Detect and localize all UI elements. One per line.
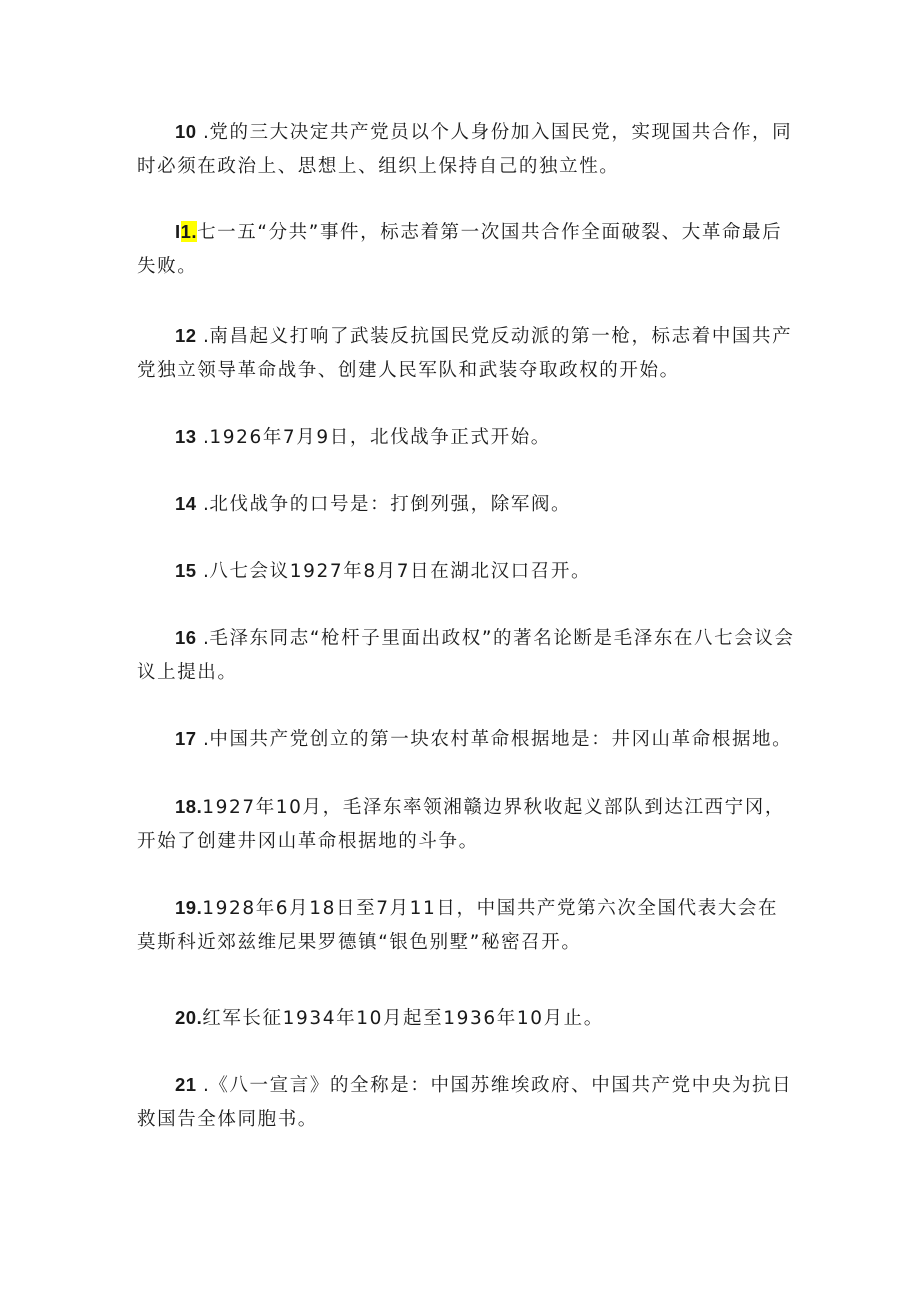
- list-item-20: [137, 1001, 797, 1036]
- item-text: 1927年10月，毛泽东率领湘赣边界秋收起义部队到达江西宁冈，开始了创建井冈山革命根据地的斗争。: [137, 797, 785, 852]
- list-item-17: [137, 722, 797, 757]
- list-item-19: [137, 891, 797, 960]
- item-separator: .: [196, 494, 210, 515]
- item-number-prefix: I: [175, 221, 181, 242]
- item-number: 14: [175, 493, 197, 514]
- list-item-21: [137, 1068, 797, 1137]
- list-item-12: [137, 319, 797, 388]
- item-separator: .: [196, 122, 210, 143]
- item-text: 八七会议1927年8月7日在湖北汉口召开。: [209, 561, 592, 582]
- item-text: 1928年6月18日至7月11日，中国共产党第六次全国代表大会在莫斯科近郊兹维尼果罗德镇“银色别墅”秘密召开。: [137, 898, 779, 953]
- list-item-14: [137, 487, 797, 522]
- list-item-10: [137, 115, 797, 184]
- item-number: 10: [175, 121, 197, 142]
- item-text: 七一五“分共”事件，标志着第一次国共合作全面破裂、大革命最后失败。: [137, 222, 783, 277]
- list-item-15: [137, 554, 797, 589]
- item-text: 党的三大决定共产党员以个人身份加入国民党，实现国共合作，同时必须在政治上、思想上、组织上保持自己的独立性。: [137, 122, 793, 177]
- item-text: 《八一宣言》的全称是：中国苏维埃政府、中国共产党中央为抗日救国告全体同胞书。: [137, 1075, 793, 1130]
- item-number: 13: [175, 426, 197, 447]
- list-item-16: [137, 621, 797, 690]
- item-number: 17: [175, 728, 197, 749]
- item-separator: .: [196, 729, 210, 750]
- item-separator: .: [196, 326, 210, 347]
- item-text: 1926年7月9日，北伐战争正式开始。: [209, 427, 551, 448]
- item-separator: .: [196, 561, 210, 582]
- item-separator: .: [196, 628, 210, 649]
- item-number: 20.: [175, 1007, 203, 1028]
- item-number: 15: [175, 560, 197, 581]
- item-number: 16: [175, 627, 197, 648]
- item-text: 中国共产党创立的第一块农村革命根据地是：井冈山革命根据地。: [209, 729, 793, 750]
- item-number: 19.: [175, 897, 203, 918]
- item-number: 18.: [175, 796, 203, 817]
- item-separator: .: [196, 427, 210, 448]
- item-text: 红军长征1934年10月起至1936年10月止。: [202, 1008, 604, 1029]
- item-text: 北伐战争的口号是：打倒列强，除军阀。: [209, 494, 572, 515]
- item-number: 21: [175, 1074, 197, 1095]
- list-item-11: [137, 215, 797, 284]
- list-item-13: [137, 420, 797, 455]
- item-number: 12: [175, 325, 197, 346]
- item-text: 毛泽东同志“枪杆子里面出政权”的著名论断是毛泽东在八七会议会议上提出。: [137, 628, 795, 683]
- item-number-highlight: 1.: [180, 221, 198, 242]
- item-separator: .: [196, 1075, 210, 1096]
- list-item-18: [137, 790, 797, 859]
- item-text: 南昌起义打响了武装反抗国民党反动派的第一枪，标志着中国共产党独立领导革命战争、创建人民军队和武装夺取政权的开始。: [137, 326, 793, 381]
